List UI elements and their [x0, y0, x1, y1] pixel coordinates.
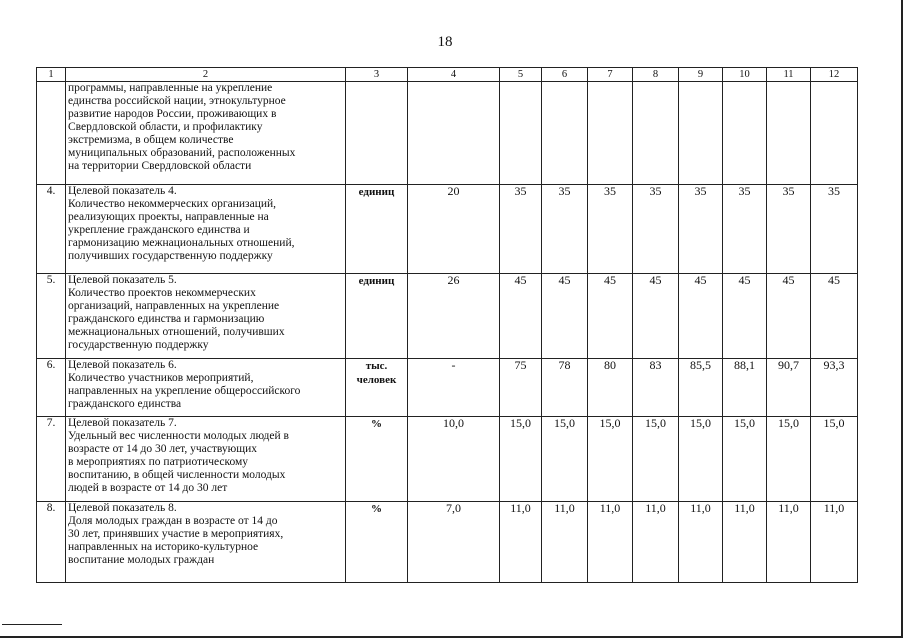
value-cell: [767, 82, 811, 185]
value-cell: -: [408, 359, 500, 417]
column-number: 3: [346, 68, 408, 82]
value-cell: [588, 82, 633, 185]
indicator-description: программы, направленные на укрепление единства российской нации, этнокультурное развитие народов России, проживающих в Свердловской области, и профилактику экстремизма, в общем количестве муниципальных образований, расположенных на территории Свердловской области: [66, 82, 346, 185]
value-cell: [633, 82, 679, 185]
row-number: 5.: [37, 274, 66, 359]
value-cell: 45: [633, 274, 679, 359]
table-row: [37, 274, 858, 359]
value-cell: 11,0: [679, 502, 723, 583]
value-cell: 15,0: [500, 417, 542, 502]
value-cell: 90,7: [767, 359, 811, 417]
value-cell: 35: [542, 185, 588, 274]
indicator-description: Целевой показатель 8. Доля молодых граждан в возрасте от 14 до 30 лет, принявших участие в мероприятиях, направленных на историко-культурное воспитание молодых граждан: [66, 502, 346, 583]
value-cell: [542, 82, 588, 185]
column-number: 10: [723, 68, 767, 82]
table-row: [37, 82, 858, 185]
value-cell: 45: [588, 274, 633, 359]
value-cell: 15,0: [588, 417, 633, 502]
value-cell: 7,0: [408, 502, 500, 583]
value-cell: [408, 82, 500, 185]
indicator-description: Целевой показатель 7. Удельный вес численности молодых людей в возрасте от 14 до 30 лет, участвующих в мероприятиях по патриотическому воспитанию, в общей численности молодых людей в возрасте от 14 до 30 лет: [66, 417, 346, 502]
value-cell: 11,0: [500, 502, 542, 583]
value-cell: 15,0: [767, 417, 811, 502]
unit-cell: [346, 82, 408, 185]
row-number: 8.: [37, 502, 66, 583]
value-cell: 15,0: [811, 417, 858, 502]
value-cell: 15,0: [633, 417, 679, 502]
value-cell: 45: [723, 274, 767, 359]
value-cell: [811, 82, 858, 185]
value-cell: [500, 82, 542, 185]
column-number: 1: [37, 68, 66, 82]
value-cell: [679, 82, 723, 185]
indicator-description: Целевой показатель 5. Количество проектов некоммерческих организаций, направленных на укрепление гражданского единства и гармонизацию межнациональных отношений, получивших государственную поддержку: [66, 274, 346, 359]
value-cell: 35: [500, 185, 542, 274]
value-cell: 35: [767, 185, 811, 274]
row-number: 6.: [37, 359, 66, 417]
value-cell: 11,0: [542, 502, 588, 583]
row-number: 4.: [37, 185, 66, 274]
unit-cell: %: [346, 417, 408, 502]
row-number: 7.: [37, 417, 66, 502]
value-cell: 45: [500, 274, 542, 359]
value-cell: 80: [588, 359, 633, 417]
value-cell: 45: [542, 274, 588, 359]
value-cell: 11,0: [767, 502, 811, 583]
value-cell: 75: [500, 359, 542, 417]
table-row: [37, 502, 858, 583]
value-cell: 45: [811, 274, 858, 359]
value-cell: 11,0: [588, 502, 633, 583]
value-cell: 35: [811, 185, 858, 274]
value-cell: 15,0: [542, 417, 588, 502]
value-cell: 35: [633, 185, 679, 274]
value-cell: 11,0: [723, 502, 767, 583]
value-cell: 35: [723, 185, 767, 274]
column-number: 6: [542, 68, 588, 82]
value-cell: [723, 82, 767, 185]
column-number: 7: [588, 68, 633, 82]
column-number-row: [37, 68, 858, 82]
indicator-table: [36, 67, 858, 583]
indicator-description: Целевой показатель 4. Количество некоммерческих организаций, реализующих проекты, направленные на укрепление гражданского единства и гармонизацию межнациональных отношений, получивших государственную поддержку: [66, 185, 346, 274]
value-cell: 88,1: [723, 359, 767, 417]
column-number: 9: [679, 68, 723, 82]
column-number: 12: [811, 68, 858, 82]
value-cell: 45: [767, 274, 811, 359]
value-cell: 78: [542, 359, 588, 417]
value-cell: 26: [408, 274, 500, 359]
value-cell: 11,0: [811, 502, 858, 583]
value-cell: 93,3: [811, 359, 858, 417]
table-row: [37, 185, 858, 274]
unit-cell: %: [346, 502, 408, 583]
value-cell: 83: [633, 359, 679, 417]
table-row: [37, 417, 858, 502]
value-cell: 85,5: [679, 359, 723, 417]
unit-cell: тыс. человек: [346, 359, 408, 417]
column-number: 4: [408, 68, 500, 82]
table-row: [37, 359, 858, 417]
value-cell: 11,0: [633, 502, 679, 583]
footnote-separator: [2, 624, 62, 625]
column-number: 2: [66, 68, 346, 82]
value-cell: 35: [588, 185, 633, 274]
value-cell: 20: [408, 185, 500, 274]
value-cell: 35: [679, 185, 723, 274]
value-cell: 15,0: [679, 417, 723, 502]
indicator-description: Целевой показатель 6. Количество участников мероприятий, направленных на укрепление общероссийского гражданского единства: [66, 359, 346, 417]
value-cell: 10,0: [408, 417, 500, 502]
value-cell: 45: [679, 274, 723, 359]
row-number: [37, 82, 66, 185]
unit-cell: единиц: [346, 274, 408, 359]
column-number: 5: [500, 68, 542, 82]
value-cell: 15,0: [723, 417, 767, 502]
page-number: 18: [437, 34, 453, 50]
unit-cell: единиц: [346, 185, 408, 274]
column-number: 8: [633, 68, 679, 82]
column-number: 11: [767, 68, 811, 82]
